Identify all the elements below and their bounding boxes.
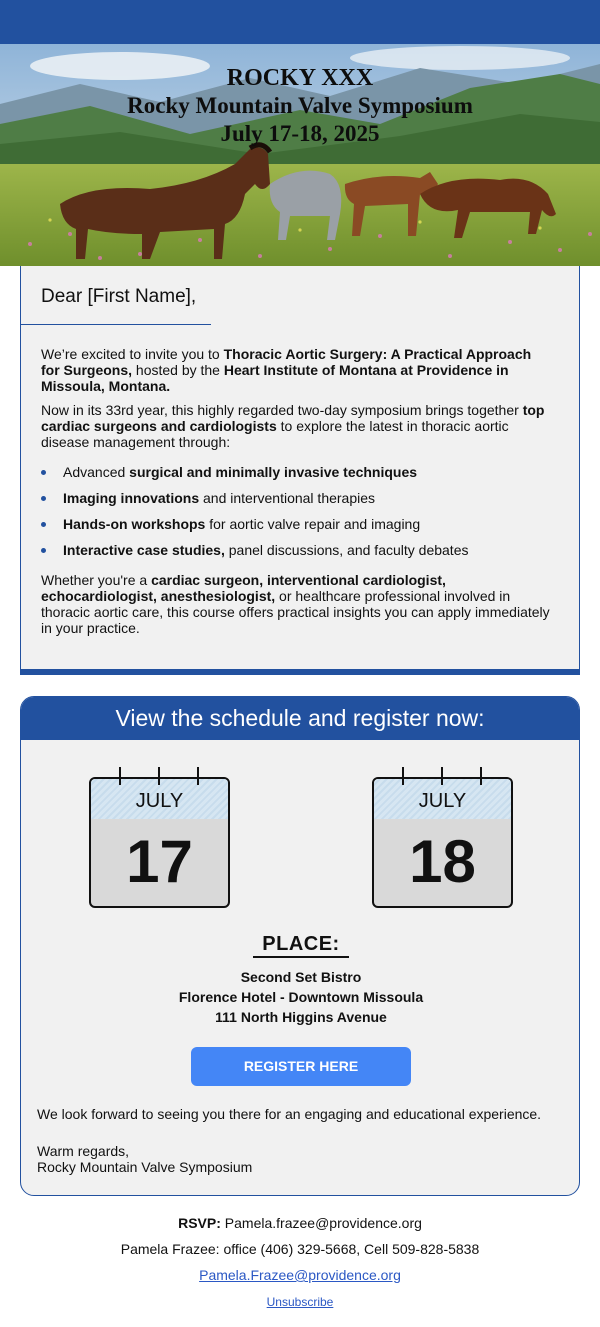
audience-paragraph: Whether you're a cardiac surgeon, interventional cardiologist, echocardiologist, anesthesiologist, or healthcare professional involved in thoracic aortic care, this course offers practical insights you can apply immediately in your practice. (41, 572, 550, 636)
calendar-ring (441, 767, 443, 785)
place-label: PLACE: (262, 933, 340, 955)
bullet-dot-icon (41, 496, 46, 501)
contact-email-link[interactable]: Pamela.Frazee@providence.org (199, 1267, 401, 1283)
rsvp-line (0, 1214, 600, 1240)
bullet-dot-icon (41, 522, 46, 527)
closing-text: We look forward to seeing you there for an engaging and educational experience. (37, 1106, 542, 1122)
place-underline (253, 956, 349, 958)
venue-address (21, 967, 580, 1027)
calendar-ring (158, 767, 160, 785)
sign-off-salutation: Warm regards, (37, 1143, 130, 1159)
invitation-letter (20, 266, 580, 675)
calendar-icon (372, 777, 513, 908)
unsubscribe-link[interactable]: Unsubscribe (266, 1295, 334, 1309)
calendar-ring (197, 767, 199, 785)
list-item: Hands-on workshops for aortic valve repair and imaging (41, 516, 551, 542)
event-code: ROCKY XXX (226, 65, 374, 91)
venue-street: 111 North Higgins Avenue (215, 1009, 387, 1025)
calendar-date-17 (89, 777, 230, 908)
schedule-card (20, 696, 580, 1196)
venue-hotel: Florence Hotel - Downtown Missoula (178, 989, 424, 1005)
calendar-month: JULY (91, 779, 228, 819)
calendar-ring (119, 767, 121, 785)
list-item: Advanced surgical and minimally invasive techniques (41, 464, 551, 490)
rsvp-email: Pamela.frazee@providence.org (224, 1215, 422, 1231)
bullet-dot-icon (41, 548, 46, 553)
calendar-day: 17 (126, 828, 193, 895)
intro-paragraph: We’re excited to invite you to Thoracic Aortic Surgery: A Practical Approach for Surgeons, hosted by the Heart Institute of Montana at Providence in Missoula, Montana. (41, 346, 532, 394)
calendar-date-18 (372, 777, 513, 908)
list-item: Imaging innovations and interventional therapies (41, 490, 551, 516)
sign-off-name: Rocky Mountain Valve Symposium (37, 1159, 253, 1175)
register-button[interactable]: REGISTER HERE (191, 1047, 411, 1086)
description-paragraph: Now in its 33rd year, this highly regarded two-day symposium brings together top cardiac surgeons and cardiologists to explore the latest in thoracic aortic disease management through: (41, 402, 545, 450)
schedule-heading: View the schedule and register now: (21, 697, 579, 740)
hero-title (0, 64, 600, 148)
email-footer (0, 1214, 600, 1318)
venue-name: Second Set Bistro (240, 969, 362, 985)
calendar-icon (89, 777, 230, 908)
bullet-dot-icon (41, 470, 46, 475)
sign-off (37, 1143, 252, 1175)
calendar-ring (480, 767, 482, 785)
event-name: Rocky Mountain Valve Symposium (127, 93, 473, 118)
greeting: Dear [First Name], (41, 286, 197, 307)
list-item: Interactive case studies, panel discussions, and faculty debates (41, 542, 551, 568)
rsvp-label: RSVP: (178, 1215, 221, 1231)
greeting-divider (21, 324, 211, 325)
calendar-day: 18 (409, 828, 476, 895)
topics-list (41, 464, 551, 568)
top-banner-bar (0, 0, 600, 44)
hero-banner (0, 44, 600, 266)
event-dates: July 17-18, 2025 (220, 121, 380, 146)
letter-body (41, 346, 551, 644)
contact-line: Pamela Frazee: office (406) 329-5668, Cell 509-828-5838 (120, 1241, 480, 1257)
calendar-month: JULY (374, 779, 511, 819)
calendar-ring (402, 767, 404, 785)
